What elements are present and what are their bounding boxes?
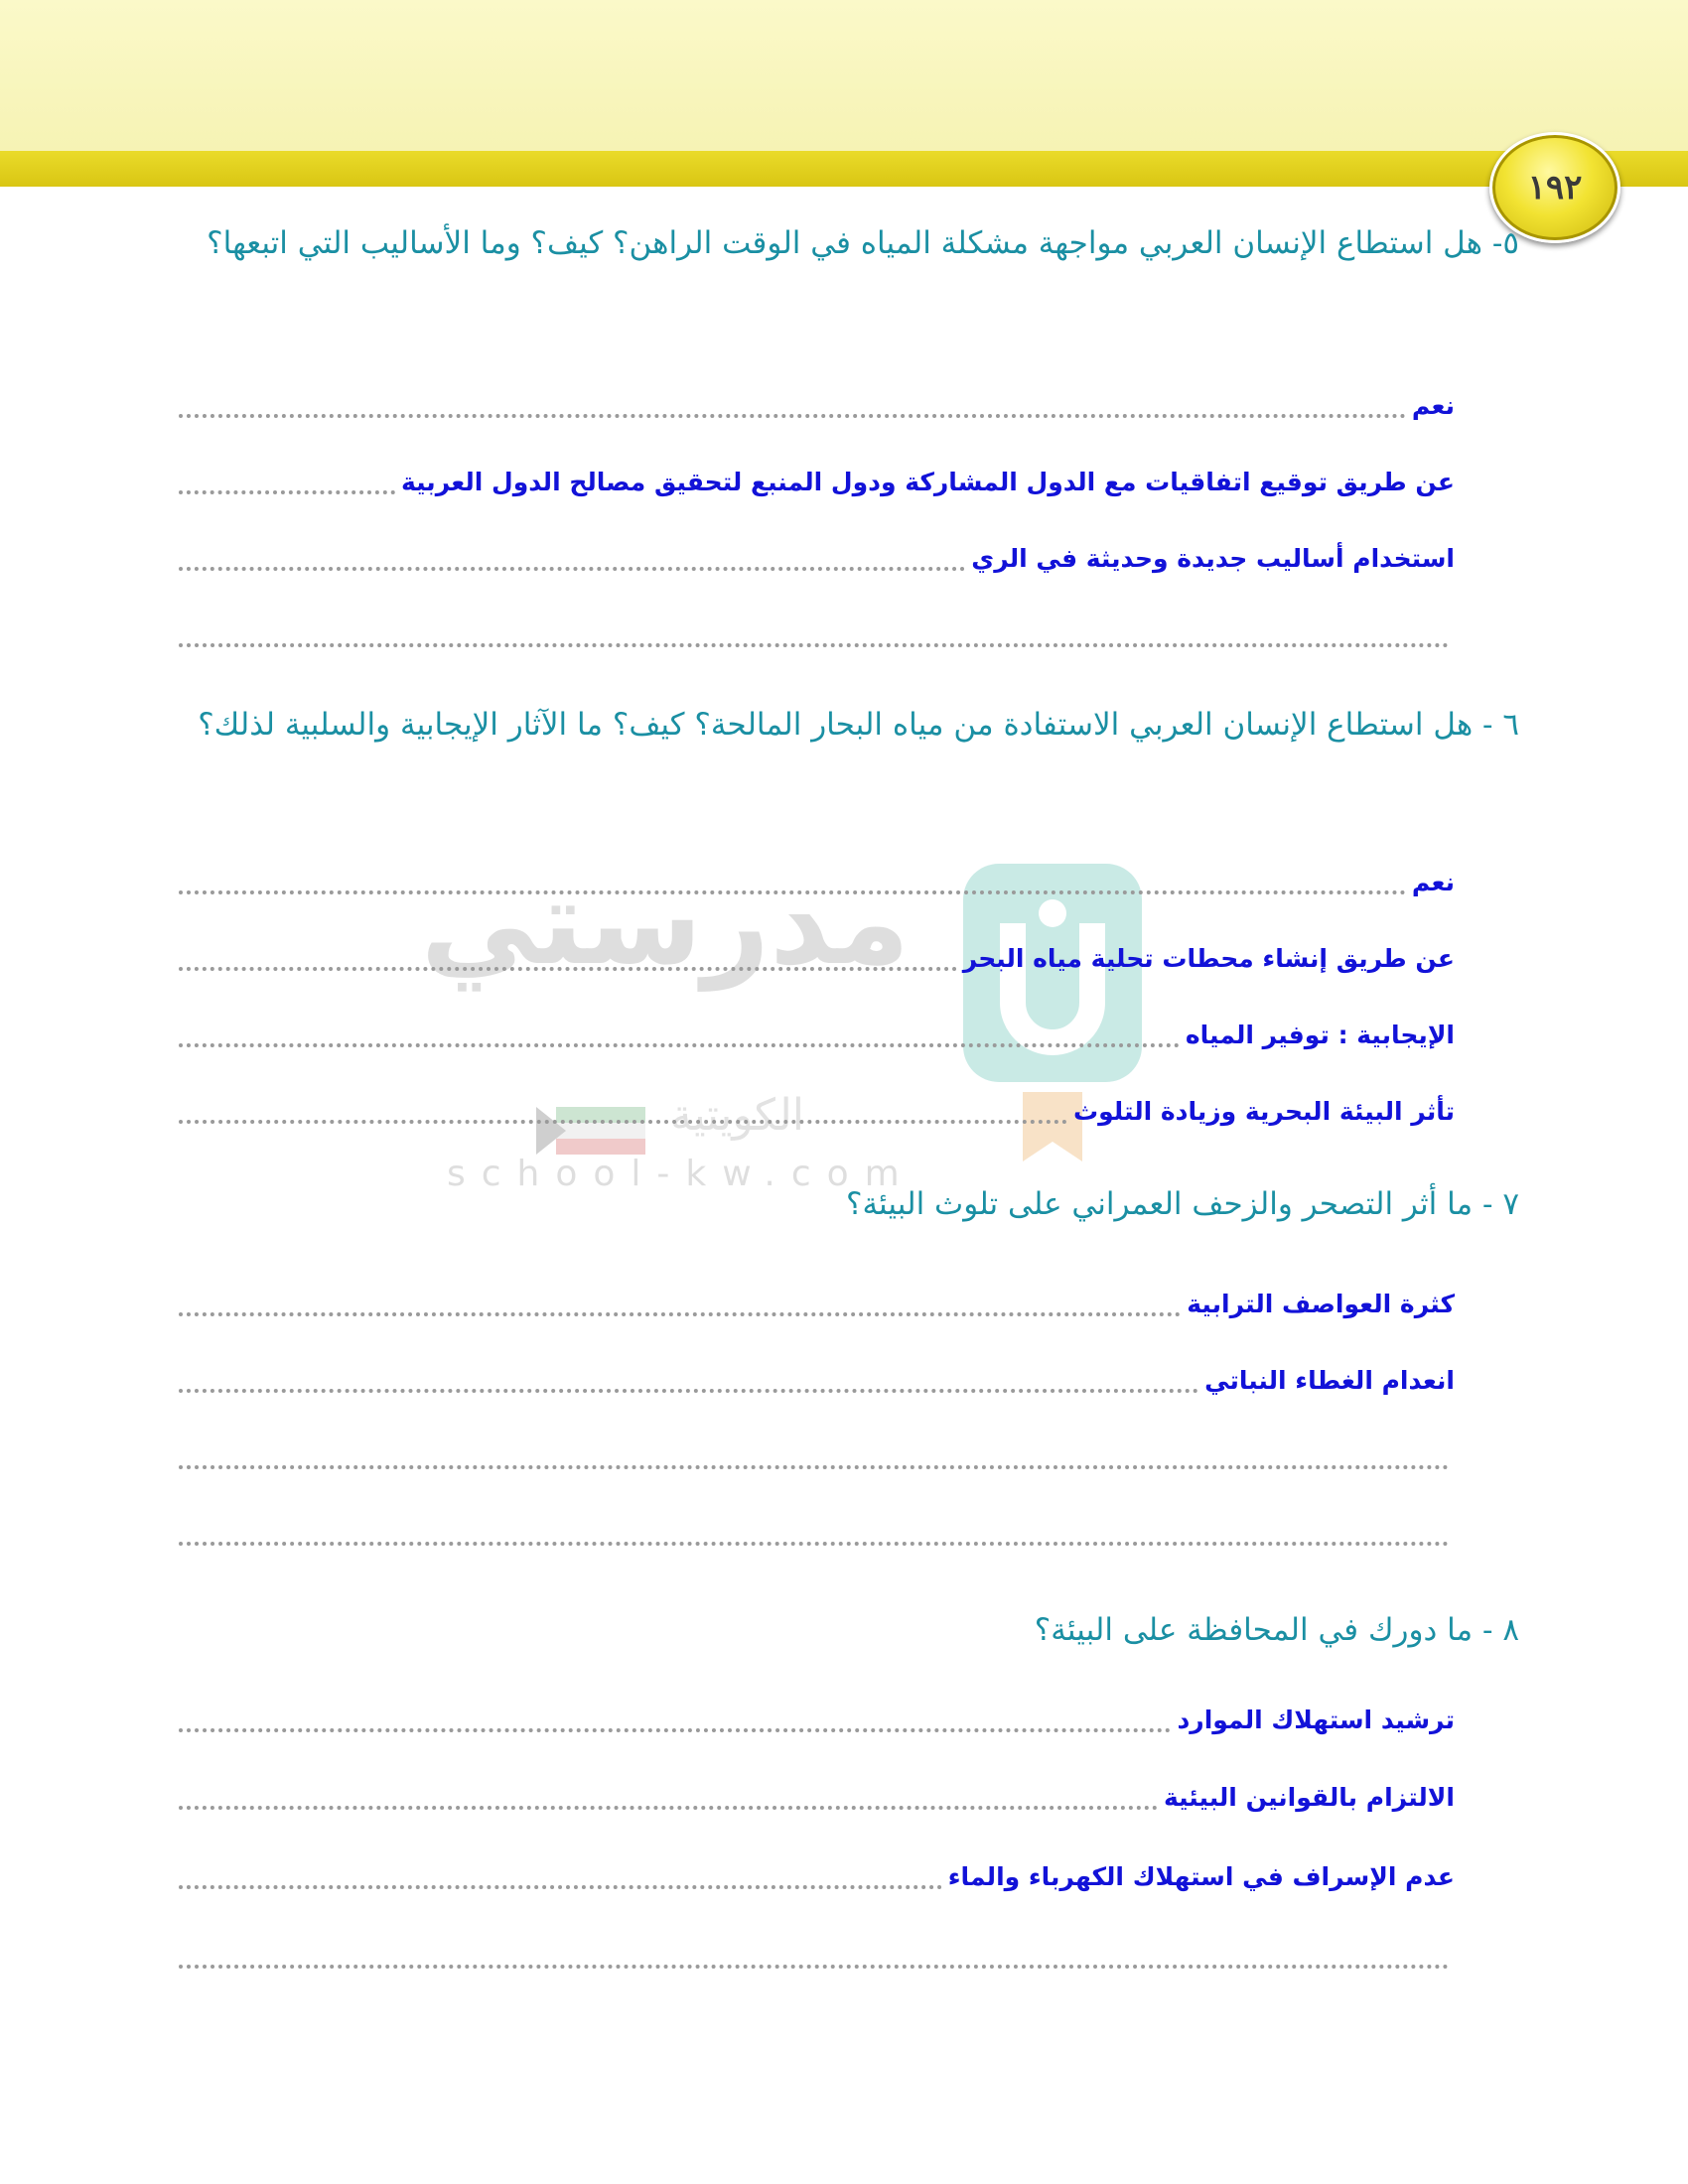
answer-line[interactable] — [179, 1360, 1455, 1402]
answer-text: عن طريق توقيع اتفاقيات مع الدول المشاركة ودول المنبع لتحقيق مصالح الدول العربية — [400, 468, 1455, 496]
dotted-line — [179, 1120, 1067, 1124]
watermark-url: school-kw.com — [447, 1154, 915, 1194]
answer-text: عن طريق إنشاء محطات تحلية مياه البحر — [962, 944, 1455, 973]
dotted-line — [179, 1043, 1180, 1047]
answer-line[interactable] — [179, 1936, 1455, 1978]
answer-line[interactable] — [179, 1777, 1455, 1819]
question-7: ٧ - ما أثر التصحر والزحف العمراني على تلوث البيئة؟ — [845, 1186, 1519, 1222]
header-bar — [0, 151, 1688, 187]
answer-line[interactable] — [179, 1091, 1455, 1133]
answer-line[interactable] — [179, 938, 1455, 980]
answer-text: انعدام الغطاء النباتي — [1204, 1366, 1455, 1395]
dotted-line — [179, 567, 965, 571]
answer-text: كثرة العواصف الترابية — [1187, 1290, 1455, 1318]
dotted-line — [179, 967, 957, 971]
answer-line[interactable] — [179, 1513, 1455, 1555]
answer-text: تأثر البيئة البحرية وزيادة التلوث — [1073, 1097, 1455, 1126]
dotted-line — [179, 490, 395, 494]
answer-line[interactable] — [179, 862, 1455, 903]
answer-text: استخدام أساليب جديدة وحديثة في الري — [971, 544, 1455, 573]
answer-line[interactable] — [179, 1856, 1455, 1898]
question-8: ٨ - ما دورك في المحافظة على البيئة؟ — [1034, 1612, 1519, 1648]
dotted-line — [179, 1465, 1449, 1469]
dotted-line — [179, 1542, 1449, 1546]
answer-text: عدم الإسراف في استهلاك الكهرباء والماء — [947, 1862, 1455, 1891]
answer-line[interactable] — [179, 1700, 1455, 1741]
dotted-line — [179, 1312, 1181, 1316]
answer-text: نعم — [1411, 391, 1455, 420]
dotted-line — [179, 1728, 1171, 1732]
page-number: ١٩٢ — [1527, 168, 1583, 207]
answer-line[interactable] — [179, 614, 1455, 656]
dotted-line — [179, 414, 1406, 418]
answer-line[interactable] — [179, 462, 1455, 503]
watermark-subtitle: الكويتية — [669, 1090, 804, 1141]
answer-text: الالتزام بالقوانين البيئية — [1163, 1783, 1455, 1812]
answer-line[interactable] — [179, 538, 1455, 580]
dotted-line — [179, 1885, 942, 1889]
answer-line[interactable] — [179, 1015, 1455, 1056]
answer-line[interactable] — [179, 1284, 1455, 1325]
answer-text: الإيجابية : توفير المياه — [1185, 1021, 1455, 1049]
dotted-line — [179, 1965, 1449, 1969]
header-band — [0, 0, 1688, 151]
watermark-arabic: مدرستي — [420, 854, 911, 991]
dotted-line — [179, 1806, 1158, 1810]
answer-line[interactable] — [179, 385, 1455, 427]
answer-text: نعم — [1411, 868, 1455, 896]
answer-line[interactable] — [179, 1436, 1455, 1478]
dotted-line — [179, 890, 1406, 894]
question-6: ٦ - هل استطاع الإنسان العربي الاستفادة من مياه البحار المالحة؟ كيف؟ ما الآثار الإيجابية والسلبية لذلك؟ — [198, 707, 1519, 743]
question-5: ٥- هل استطاع الإنسان العربي مواجهة مشكلة المياه في الوقت الراهن؟ كيف؟ وما الأساليب التي اتبعها؟ — [207, 225, 1519, 261]
answer-text: ترشيد استهلاك الموارد — [1177, 1706, 1455, 1734]
dotted-line — [179, 643, 1449, 647]
dotted-line — [179, 1389, 1198, 1393]
